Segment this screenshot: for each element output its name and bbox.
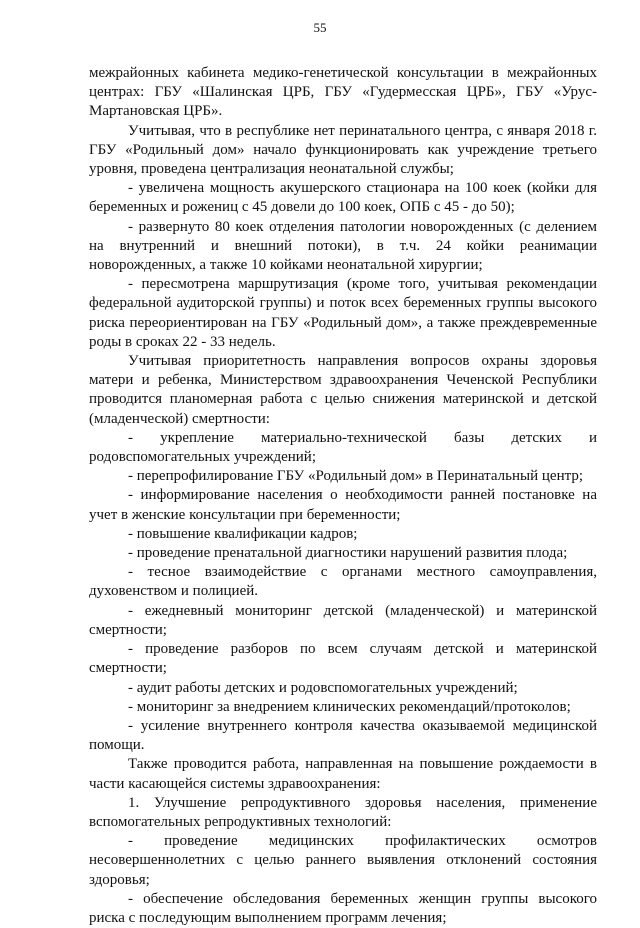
paragraph: - усиление внутреннего контроля качества оказываемой медицинской помощи. xyxy=(89,717,597,754)
paragraph: 1. Улучшение репродуктивного здоровья населения, применение вспомогательных репродуктивных технологий: xyxy=(89,794,597,830)
paragraph: - проведение медицинских профилактических осмотров несовершеннолетних с целью раннего выявления отклонений состояния здоровья; xyxy=(89,833,597,888)
paragraph: Учитывая, что в республике нет перинатального центра, с января 2018 г. ГБУ «Родильный дом» начало функционировать как учреждение третьего уровня, проведена централизация неонатальной службы; xyxy=(89,122,597,178)
paragraph: - укрепление материально-технической базы детских и родовспомогательных учреждений; xyxy=(89,429,597,466)
paragraph: - развернуто 80 коек отделения патологии новорожденных (с делением на внутренний и внешний потоки), в т.ч. 24 койки реанимации новорожденных, а также 10 койками неонатальной хирургии; xyxy=(89,218,597,274)
paragraph: - проведение пренатальной диагностики нарушений развития плода; xyxy=(128,545,568,562)
paragraph: - увеличена мощность акушерского стационара на 100 коек (койки для беременных и рожениц с 45 довели до 100 коек, ОПБ с 45 - до 50); xyxy=(89,180,597,216)
paragraph: - перепрофилирование ГБУ «Родильный дом» в Перинатальный центр; xyxy=(128,468,584,485)
paragraph: - проведение разборов по всем случаям детской и материнской смертности; xyxy=(89,641,597,677)
document-body xyxy=(89,64,597,928)
paragraph: - тесное взаимодействие с органами местного самоуправления, духовенством и полицией. xyxy=(89,564,597,600)
paragraph: - ежедневный мониторинг детской (младенческой) и материнской смертности; xyxy=(89,602,597,638)
paragraph: межрайонных кабинета медико-генетической консультации в межрайонных центрах: ГБУ «Шалинская ЦРБ, ГБУ «Гудермесская ЦРБ», ГБУ «Урус-Мартановская ЦРБ». xyxy=(89,65,597,120)
paragraph: - повышение квалификации кадров; xyxy=(128,525,358,542)
paragraph: - мониторинг за внедрением клинических рекомендаций/протоколов; xyxy=(128,698,571,715)
paragraph: - обеспечение обследования беременных женщин группы высокого риска с последующим выполнением программ лечения; xyxy=(89,890,597,926)
paragraph: - пересмотрена маршрутизация (кроме того, учитывая рекомендации федеральной аудиторской группы) и поток всех беременных группы высокого риска переориентирован на ГБУ «Родильный дом», а также преждевременные роды в сроках 22 - 33 недель. xyxy=(89,276,597,350)
paragraph: Также проводится работа, направленная на повышение рождаемости в части касающейся системы здравоохранения: xyxy=(89,756,597,792)
page-number: 55 xyxy=(313,20,327,35)
paragraph: - аудит работы детских и родовспомогательных учреждений; xyxy=(128,679,518,696)
paragraph: - информирование населения о необходимости ранней постановке на учет в женские консультации при беременности; xyxy=(89,487,597,523)
paragraph: Учитывая приоритетность направления вопросов охраны здоровья матери и ребенка, Министерством здравоохранения Чеченской Республики проводится планомерная работа с целью снижения материнской и детской (младенческой) смертности: xyxy=(89,353,597,427)
